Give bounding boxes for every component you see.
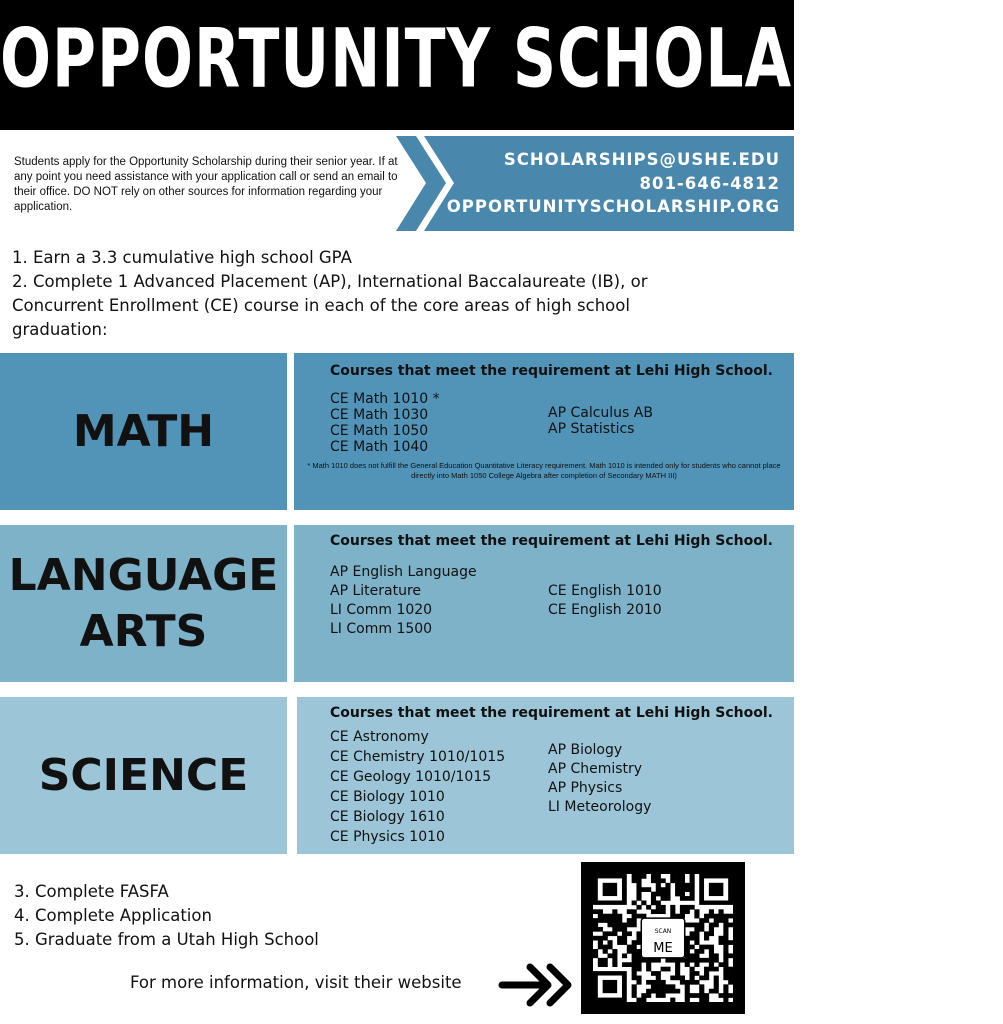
qr-pattern (593, 874, 733, 1002)
course-item: CE English 1010 (548, 583, 662, 599)
course-item: AP Statistics (548, 421, 635, 437)
course-item: AP Physics (548, 780, 623, 796)
course-item: CE Math 1010 * (330, 391, 440, 407)
course-item: AP Literature (330, 583, 422, 599)
course-item: LI Comm 1020 (330, 602, 433, 618)
qr-code[interactable] (581, 862, 745, 1014)
contact-email[interactable]: SCHOLARSHIPS@USHE.EDU (503, 150, 780, 169)
language-arts-label-line1: LANGUAGE (8, 549, 279, 601)
science-courses-col2 (548, 741, 651, 817)
final-step-4: 4. Complete Application (14, 906, 212, 925)
math-courses-box (294, 353, 794, 510)
requirement-step-2: 2. Complete 1 Advanced Placement (AP), International Baccalaureate (IB), or Concurrent Enrollment (CE) course in each of the core areas of high school graduation: (12, 272, 648, 339)
course-item: CE Physics 1010 (330, 829, 445, 845)
language-arts-courses-col1 (330, 563, 477, 639)
science-area-label (0, 697, 287, 854)
language-arts-courses-heading: Courses that meet the requirement at Lehi High School. (330, 533, 773, 549)
math-courses-col2 (548, 405, 653, 437)
double-arrow-icon (500, 962, 578, 1008)
qr-scan-label: SCAN (654, 928, 672, 936)
course-item: AP Calculus AB (548, 405, 653, 421)
final-step-5: 5. Graduate from a Utah High School (14, 930, 319, 949)
course-item: CE Biology 1010 (330, 789, 445, 805)
contact-website[interactable]: OPPORTUNITYSCHOLARSHIP.ORG (446, 197, 780, 216)
final-steps-list (14, 880, 319, 952)
course-item: LI Meteorology (548, 799, 652, 815)
contact-phone[interactable]: 801-646-4812 (639, 174, 780, 193)
course-item: CE Math 1050 (330, 423, 429, 439)
science-courses-col1 (330, 727, 505, 847)
course-item: CE Math 1030 (330, 407, 429, 423)
math-courses-heading: Courses that meet the requirement at Lehi High School. (330, 363, 773, 379)
science-courses-heading: Courses that meet the requirement at Lehi High School. (330, 705, 773, 721)
language-arts-area-label (0, 525, 287, 682)
course-item: CE Biology 1610 (330, 809, 445, 825)
math-label-text: MATH (72, 405, 215, 457)
more-info-text: For more information, visit their website (130, 973, 462, 992)
page-title: OPPORTUNITY SCHOLARSHIP (0, 12, 1003, 107)
qr-code-matrix (593, 874, 733, 1002)
science-label-text: SCIENCE (38, 749, 249, 801)
language-arts-label-text (9, 548, 279, 660)
requirement-step-1: 1. Earn a 3.3 cumulative high school GPA (12, 248, 352, 267)
language-arts-label-line2: ARTS (79, 605, 208, 657)
course-item: LI Comm 1500 (330, 621, 433, 637)
course-item: CE English 2010 (548, 602, 662, 618)
course-item: AP Biology (548, 742, 623, 758)
course-item: AP Chemistry (548, 761, 643, 777)
final-step-3: 3. Complete FASFA (14, 882, 169, 901)
language-arts-courses-box (294, 525, 794, 682)
language-arts-courses-col2 (548, 582, 662, 620)
intro-text: Students apply for the Opportunity Scholarship during their senior year. If at any point you need assistance with your application call or send an email to their office. DO NOT rely on other sources for information regarding your application. (14, 156, 398, 213)
qr-me-label: ME (653, 940, 673, 956)
course-item: CE Math 1040 (330, 439, 429, 455)
math-courses-col1 (330, 391, 440, 455)
course-item: CE Astronomy (330, 729, 429, 745)
math-footnote: * Math 1010 does not fulfill the General Education Quantitative Literacy requirement. Math 1010 is intended only for students who cannot place directly into Math 1050 College Algebra after completion of Secondary MATH III) (307, 461, 781, 480)
science-courses-box (297, 697, 794, 854)
title-bar (0, 0, 1003, 130)
course-item: CE Chemistry 1010/1015 (330, 749, 506, 765)
course-item: AP English Language (330, 564, 477, 580)
requirements-list (12, 246, 712, 342)
math-area-label (0, 353, 287, 510)
course-item: CE Geology 1010/1015 (330, 769, 492, 785)
